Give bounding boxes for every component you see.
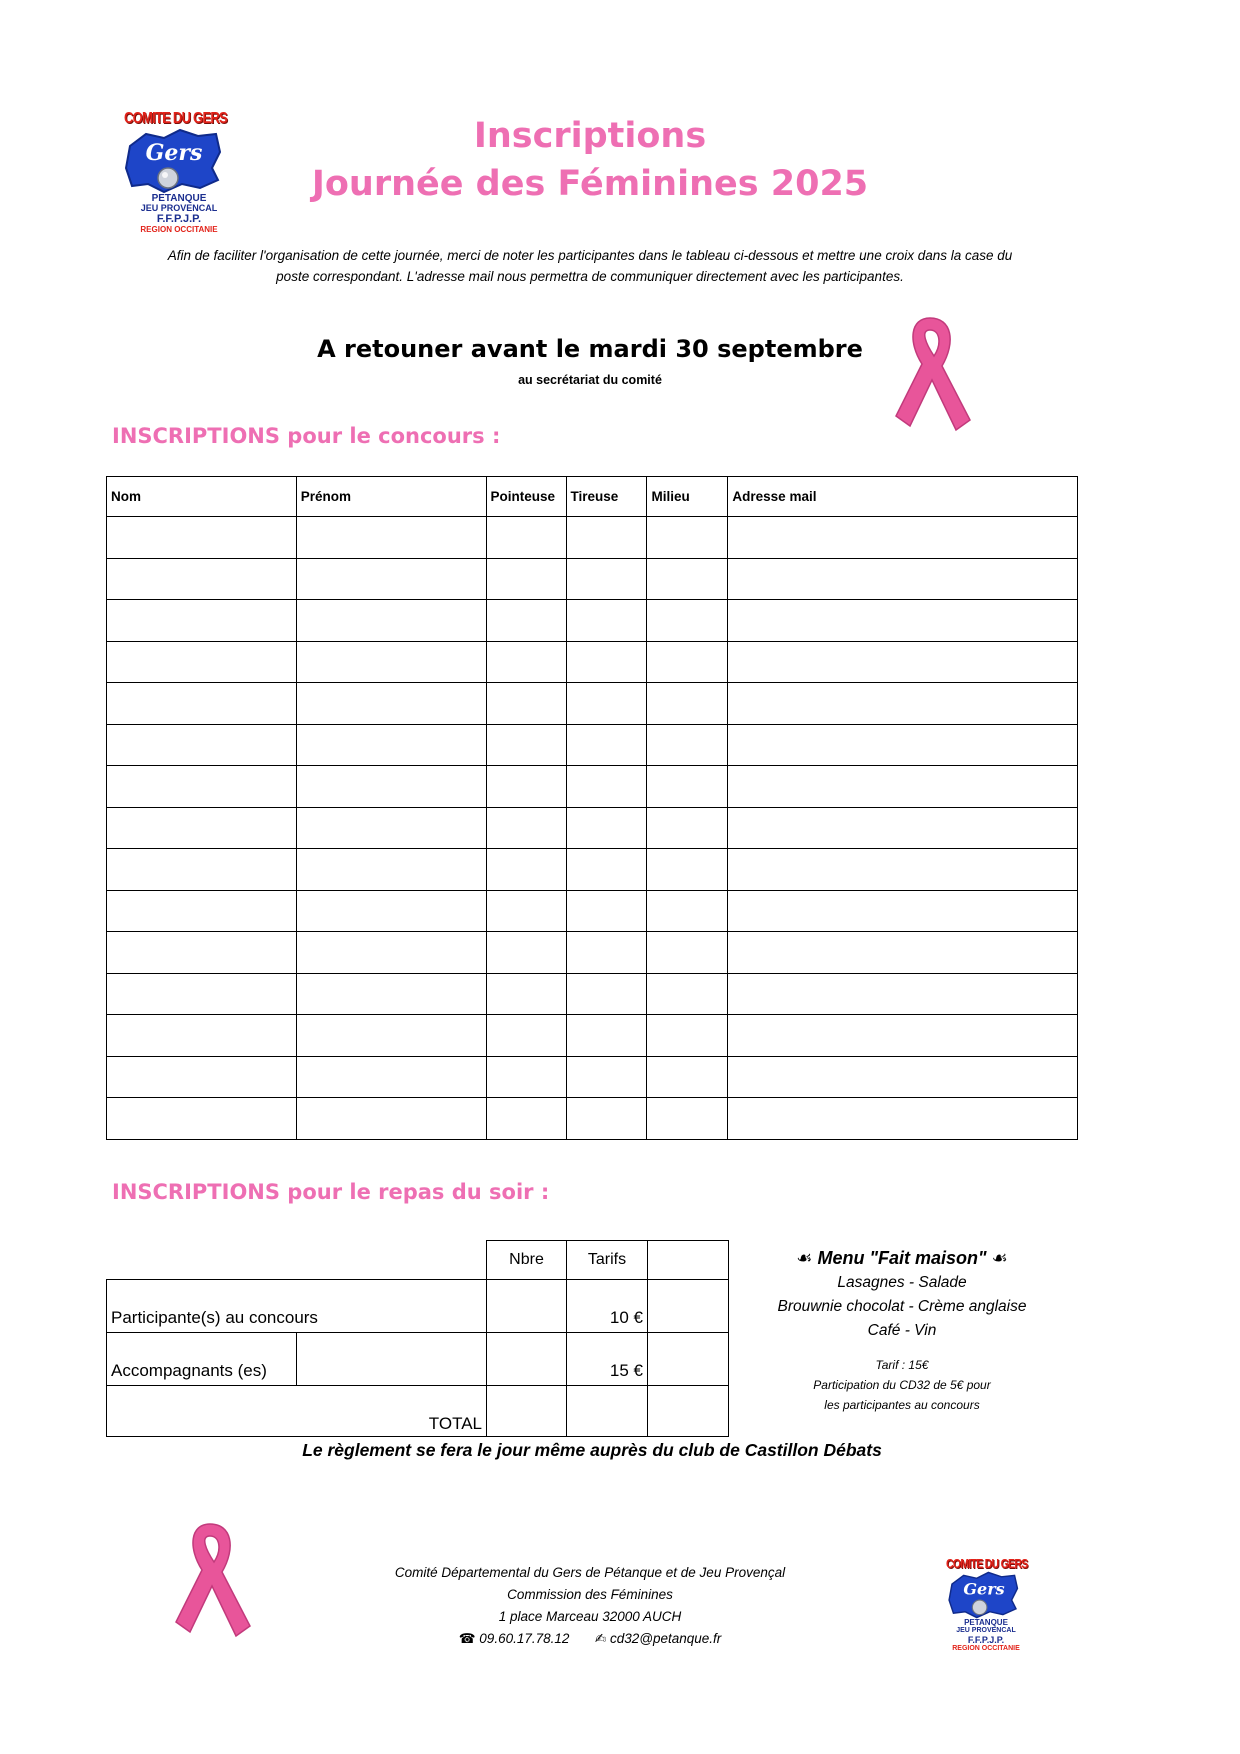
accompagnants-label: Accompagnants (es) — [107, 1333, 297, 1386]
participantes-label: Participante(s) au concours — [107, 1280, 487, 1333]
table-cell[interactable] — [107, 600, 297, 642]
menu-participation-1: Participation du CD32 de 5€ pour — [813, 1378, 991, 1392]
table-cell[interactable] — [647, 641, 728, 683]
table-cell[interactable] — [647, 558, 728, 600]
registration-header-row — [107, 477, 1078, 517]
table-cell[interactable] — [647, 683, 728, 725]
table-cell[interactable] — [296, 932, 486, 974]
table-row — [107, 1015, 1078, 1057]
meal-row-accompagnants — [107, 1333, 729, 1386]
menu-box — [746, 1248, 1058, 1415]
accompagnants-price: 15 € — [567, 1333, 648, 1386]
table-cell[interactable] — [728, 766, 1078, 808]
table-cell[interactable] — [728, 517, 1078, 559]
table-cell[interactable] — [728, 1056, 1078, 1098]
total-label: TOTAL — [107, 1386, 487, 1437]
table-cell[interactable] — [566, 1015, 647, 1057]
title-line-1: Inscriptions — [473, 116, 707, 156]
logo-bottom-line-3: F.F.P.J.P. — [967, 1635, 1005, 1645]
table-cell[interactable] — [647, 973, 728, 1015]
table-cell[interactable] — [566, 932, 647, 974]
table-cell[interactable] — [486, 1015, 566, 1057]
logo-bottom-line-1: PETANQUE — [964, 1618, 1008, 1627]
table-cell[interactable] — [107, 890, 297, 932]
comite-logo — [124, 110, 234, 235]
col-extra — [648, 1241, 729, 1280]
table-cell[interactable] — [107, 517, 297, 559]
menu-item-1: Lasagnes - Salade — [837, 1274, 967, 1291]
footer-line-2: Commission des Féminines — [507, 1587, 673, 1602]
table-row — [107, 973, 1078, 1015]
table-row — [107, 724, 1078, 766]
phone-icon: ☎ — [458, 1631, 476, 1646]
meal-row-total — [107, 1386, 729, 1437]
participantes-total-cell[interactable] — [648, 1280, 729, 1333]
logo-line-3: F.F.P.J.P. — [156, 213, 202, 225]
table-row — [107, 517, 1078, 559]
table-cell[interactable] — [296, 683, 486, 725]
accompagnants-nbre-cell[interactable] — [487, 1333, 567, 1386]
intro-line-2: poste correspondant. L'adresse mail nous permettra de communiquer directement avec les participantes. — [276, 269, 904, 284]
menu-item-3: Café - Vin — [867, 1322, 937, 1339]
gers-map-bottom-icon — [946, 1571, 1022, 1619]
meal-row-participantes — [107, 1280, 729, 1333]
table-cell[interactable] — [566, 558, 647, 600]
comite-logo-bottom — [946, 1556, 1026, 1653]
table-cell[interactable] — [107, 641, 297, 683]
table-cell[interactable] — [486, 932, 566, 974]
menu-ornament-right-icon: ☙ — [991, 1248, 1008, 1268]
table-cell[interactable] — [728, 849, 1078, 891]
footer-line-1: Comité Départemental du Gers de Pétanque et de Jeu Provençal — [394, 1565, 786, 1580]
table-row — [107, 766, 1078, 808]
table-row — [107, 600, 1078, 642]
logo-bottom-line-4: REGION OCCITANIE — [952, 1645, 1020, 1652]
participantes-price: 10 € — [567, 1280, 648, 1333]
table-row — [107, 1098, 1078, 1140]
table-cell[interactable] — [728, 683, 1078, 725]
table-cell[interactable] — [647, 724, 728, 766]
registration-table — [106, 476, 1078, 1140]
total-amount-cell[interactable] — [648, 1386, 729, 1437]
table-cell[interactable] — [566, 1098, 647, 1140]
table-cell[interactable] — [486, 1098, 566, 1140]
intro-text — [110, 245, 1070, 287]
table-cell[interactable] — [647, 600, 728, 642]
table-row — [107, 683, 1078, 725]
table-cell[interactable] — [566, 766, 647, 808]
table-cell[interactable] — [566, 600, 647, 642]
meal-section-title: INSCRIPTIONS pour le repas du soir : — [112, 1180, 550, 1204]
table-cell[interactable] — [647, 1015, 728, 1057]
table-cell[interactable] — [486, 558, 566, 600]
table-cell[interactable] — [728, 1098, 1078, 1140]
table-cell[interactable] — [107, 1015, 297, 1057]
col-pointeuse: Pointeuse — [486, 477, 566, 517]
col-adresse-mail: Adresse mail — [728, 477, 1078, 517]
footer-line-3: 1 place Marceau 32000 AUCH — [498, 1609, 682, 1624]
table-cell[interactable] — [486, 683, 566, 725]
accompagnants-extra-cell[interactable] — [297, 1333, 487, 1386]
table-cell[interactable] — [296, 973, 486, 1015]
table-cell[interactable] — [647, 1098, 728, 1140]
total-nbre-cell[interactable] — [487, 1386, 567, 1437]
table-row — [107, 890, 1078, 932]
table-cell[interactable] — [566, 683, 647, 725]
table-cell[interactable] — [486, 1056, 566, 1098]
table-cell[interactable] — [296, 1056, 486, 1098]
gers-map-icon — [124, 128, 224, 194]
table-cell[interactable] — [728, 641, 1078, 683]
table-cell[interactable] — [107, 766, 297, 808]
logo-line-1: PETANQUE — [151, 193, 207, 204]
table-cell[interactable] — [728, 807, 1078, 849]
payment-note: Le règlement se fera le jour même auprès du club de Castillon Débats — [302, 1440, 882, 1460]
col-prenom: Prénom — [296, 477, 486, 517]
table-cell[interactable] — [296, 1015, 486, 1057]
table-cell[interactable] — [107, 724, 297, 766]
table-cell[interactable] — [296, 600, 486, 642]
table-cell[interactable] — [647, 1056, 728, 1098]
table-cell[interactable] — [566, 1056, 647, 1098]
col-tireuse: Tireuse — [566, 477, 647, 517]
table-cell[interactable] — [296, 724, 486, 766]
table-cell[interactable] — [486, 807, 566, 849]
table-cell[interactable] — [728, 600, 1078, 642]
menu-item-2: Brouwnie chocolat - Crème anglaise — [777, 1298, 1027, 1315]
table-cell[interactable] — [728, 890, 1078, 932]
pink-ribbon-icon — [890, 312, 972, 434]
table-cell[interactable] — [107, 932, 297, 974]
table-cell[interactable] — [728, 724, 1078, 766]
table-cell[interactable] — [566, 807, 647, 849]
footer-email[interactable]: cd32@petanque.fr — [610, 1631, 722, 1646]
table-cell[interactable] — [296, 890, 486, 932]
table-cell[interactable] — [486, 641, 566, 683]
col-tarifs: Tarifs — [567, 1241, 648, 1280]
menu-ornament-left-icon: ☙ — [796, 1248, 813, 1268]
pink-ribbon-bottom-icon — [170, 1518, 252, 1640]
menu-title-row — [746, 1248, 1058, 1269]
menu-tarif: Tarif : 15€ — [875, 1358, 929, 1372]
col-milieu: Milieu — [647, 477, 728, 517]
table-cell[interactable] — [566, 517, 647, 559]
table-cell[interactable] — [107, 1056, 297, 1098]
table-cell[interactable] — [647, 807, 728, 849]
total-tarifs-cell[interactable] — [567, 1386, 648, 1437]
table-cell[interactable] — [486, 849, 566, 891]
table-row — [107, 641, 1078, 683]
table-row — [107, 807, 1078, 849]
logo-bottom-title: COMITE DU GERS — [946, 1556, 1028, 1571]
table-cell[interactable] — [107, 683, 297, 725]
logo-bottom-line-2: JEU PROVENCAL — [956, 1627, 1016, 1634]
table-cell[interactable] — [647, 932, 728, 974]
table-row — [107, 932, 1078, 974]
table-cell[interactable] — [296, 849, 486, 891]
intro-line-1: Afin de faciliter l'organisation de cette journée, merci de noter les participantes dans le tableau ci-dessous et mettre une croix dans la case du — [167, 248, 1013, 263]
table-cell[interactable] — [647, 849, 728, 891]
col-nbre: Nbre — [487, 1241, 567, 1280]
deadline-subtext: au secrétariat du comité — [518, 373, 662, 387]
table-row — [107, 849, 1078, 891]
title-line-2: Journée des Féminines 2025 — [311, 164, 869, 204]
table-cell[interactable] — [296, 807, 486, 849]
accompagnants-total-cell[interactable] — [648, 1333, 729, 1386]
table-cell[interactable] — [486, 766, 566, 808]
logo-line-4: REGION OCCITANIE — [140, 225, 218, 234]
table-cell[interactable] — [107, 973, 297, 1015]
logo-gers-text: Gers — [145, 140, 203, 166]
footer — [320, 1562, 860, 1650]
table-cell[interactable] — [296, 517, 486, 559]
table-cell[interactable] — [566, 849, 647, 891]
table-cell[interactable] — [566, 641, 647, 683]
table-cell[interactable] — [647, 890, 728, 932]
table-cell[interactable] — [728, 1015, 1078, 1057]
table-cell[interactable] — [486, 973, 566, 1015]
table-cell[interactable] — [647, 517, 728, 559]
logo-bottom-gers-text: Gers — [963, 1579, 1005, 1599]
table-cell[interactable] — [728, 558, 1078, 600]
table-cell[interactable] — [486, 724, 566, 766]
logo-line-2: JEU PROVENCAL — [140, 203, 218, 213]
table-cell[interactable] — [566, 724, 647, 766]
registration-section-title: INSCRIPTIONS pour le concours : — [112, 424, 501, 448]
footer-contact — [320, 1628, 860, 1650]
table-row — [107, 558, 1078, 600]
table-cell[interactable] — [296, 558, 486, 600]
table-cell[interactable] — [566, 890, 647, 932]
email-icon: ✍ — [594, 1631, 607, 1646]
table-cell[interactable] — [296, 766, 486, 808]
table-cell[interactable] — [486, 517, 566, 559]
meal-table — [106, 1240, 729, 1437]
logo-title: COMITE DU GERS — [124, 110, 227, 127]
menu-participation-2: les participantes au concours — [824, 1398, 980, 1412]
table-cell[interactable] — [566, 973, 647, 1015]
deadline-text: A retouner avant le mardi 30 septembre — [317, 335, 863, 363]
table-cell[interactable] — [107, 1098, 297, 1140]
table-cell[interactable] — [647, 766, 728, 808]
table-cell[interactable] — [296, 1098, 486, 1140]
table-cell[interactable] — [486, 890, 566, 932]
table-cell[interactable] — [486, 600, 566, 642]
menu-title: Menu "Fait maison" — [817, 1248, 987, 1268]
footer-phone: 09.60.17.78.12 — [479, 1631, 570, 1646]
table-row — [107, 1056, 1078, 1098]
participantes-nbre-cell[interactable] — [487, 1280, 567, 1333]
table-cell[interactable] — [728, 973, 1078, 1015]
table-cell[interactable] — [728, 932, 1078, 974]
table-cell[interactable] — [296, 641, 486, 683]
table-cell[interactable] — [107, 807, 297, 849]
table-cell[interactable] — [107, 558, 297, 600]
table-cell[interactable] — [107, 849, 297, 891]
col-nom: Nom — [107, 477, 297, 517]
